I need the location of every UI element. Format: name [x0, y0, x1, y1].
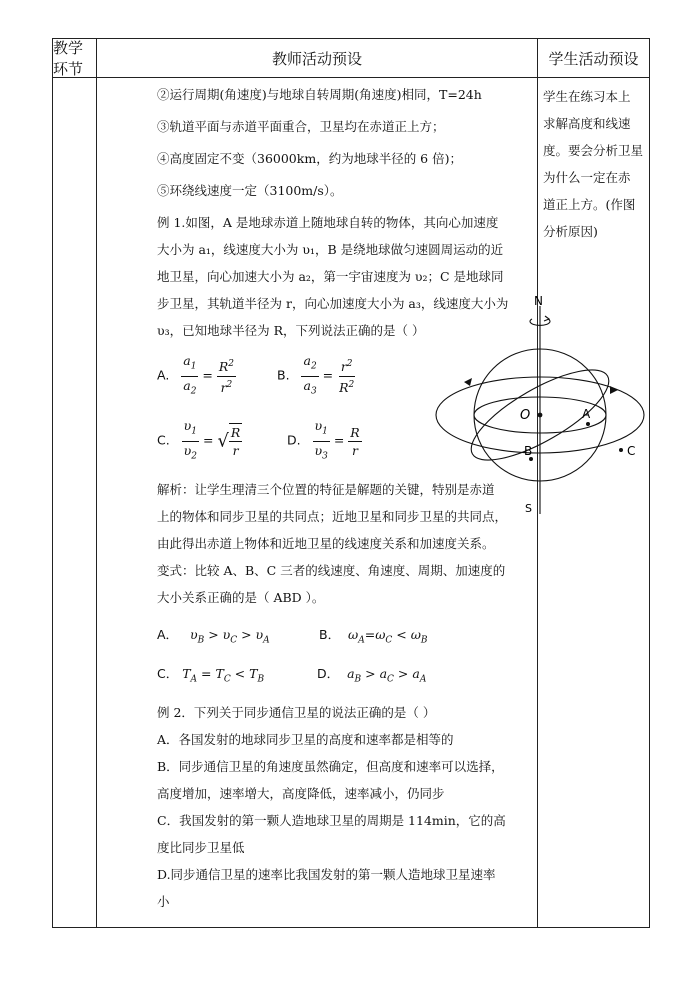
- label-c: C: [627, 444, 636, 458]
- label-a: A: [582, 407, 591, 421]
- example1-line: 大小为 a₁，线速度大小为 υ₁，B 是绕地球做匀速圆周运动的近: [157, 242, 504, 257]
- variant-option-d: D． $a_B > a_C > a_A$: [317, 666, 427, 685]
- example2-line: A．各国发射的地球同步卫星的高度和速率都是相等的: [157, 732, 454, 747]
- example2-line: 小: [157, 894, 170, 909]
- column-divider: [96, 39, 97, 927]
- option-d-label: D.: [287, 432, 301, 448]
- student-line: 求解高度和线速: [543, 116, 631, 131]
- point-period: ②运行周期(角速度)与地球自转周期(角速度)相同，T=24h: [157, 87, 482, 102]
- option-d: D. $\frac{\upsilon_1}{\upsilon_3}$ = $\frac{R}{r}$: [287, 418, 360, 461]
- point-a-dot: [586, 422, 590, 426]
- example2-line: 度比同步卫星低: [157, 840, 245, 855]
- example2-line: 例 2．下列关于同步通信卫星的说法正确的是（ ）: [157, 705, 436, 720]
- student-line: 为什么一定在赤: [543, 170, 631, 185]
- header-teacher-activity: 教师活动预设: [271, 49, 362, 68]
- earth-center-dot: [538, 413, 543, 418]
- point-orbit-plane: ③轨道平面与赤道平面重合，卫星均在赤道正上方；: [157, 119, 445, 134]
- option-b-label: B.: [277, 367, 290, 383]
- label-b: B: [524, 444, 533, 458]
- point-height: ④高度固定不变（36000km，约为地球半径的 6 倍)；: [157, 151, 462, 166]
- option-c-label: C.: [157, 432, 170, 448]
- option-b: B. $\frac{a_2}{a_3}$ = $\frac{r^2}{R^2}$: [277, 353, 355, 396]
- variant-option-c: C． $T_A = T_C < T_B$: [157, 666, 265, 685]
- student-line: 分析原因): [543, 224, 598, 239]
- orbit-arrow-icon: [464, 378, 472, 386]
- analysis-line: 解析：让学生理清三个位置的特征是解题的关键，特别是赤道: [157, 482, 495, 497]
- example1-line: υ₃，已知地球半径为 R，下列说法正确的是（ ）: [157, 323, 425, 338]
- student-line: 道正上方。(作图: [543, 197, 636, 212]
- variant-option-a: A． $\upsilon_B > \upsilon_C > \upsilon_A$: [157, 627, 270, 646]
- header-student-activity: 学生活动预设: [548, 49, 639, 68]
- example2-line: D.同步通信卫星的速率比我国发射的第一颗人造地球卫星速率: [157, 867, 496, 882]
- variant-line: 大小关系正确的是（ ABD ）。: [157, 590, 325, 605]
- orbit-arrow-icon: [610, 386, 618, 394]
- option-a: A. $\frac{a_1}{a_2}$ = $\frac{R^2}{r^2}$: [157, 353, 234, 396]
- option-a-label: A.: [157, 367, 170, 383]
- label-o: O: [520, 408, 531, 423]
- example1-line: 步卫星，其轨道半径为 r，向心加速度大小为 a₃，线速度大小为: [157, 296, 509, 311]
- student-line: 学生在练习本上: [543, 89, 631, 104]
- header-teaching-step: 教学环节: [53, 39, 84, 78]
- variant-option-b: B． $\omega_A=\omega_C < \omega_B$: [319, 627, 428, 646]
- student-line: 度。要会分析卫星: [543, 143, 644, 158]
- analysis-line: 由此得出赤道上物体和近地卫星的线速度关系和加速度关系。: [157, 536, 495, 551]
- student-activity-cell: [537, 77, 649, 245]
- example2-line: 高度增加，速率增大，高度降低，速率减小，仍同步: [157, 786, 445, 801]
- example1-line: 例 1.如图，A 是地球赤道上随地球自转的物体，其向心加速度: [157, 215, 499, 230]
- analysis-line: 上的物体和同步卫星的共同点；近地卫星和同步卫星的共同点，: [157, 509, 508, 524]
- variant-line: 变式：比较 A、B、C 三者的线速度、角速度、周期、加速度的: [157, 563, 506, 578]
- label-s: S: [525, 502, 532, 515]
- point-c-dot: [619, 448, 623, 452]
- example2-line: C．我国发射的第一颗人造地球卫星的周期是 114min，它的高: [157, 813, 506, 828]
- example1-line: 地卫星，向心加速大小为 a₂，第一宇宙速度为 υ₂；C 是地球同: [157, 269, 504, 284]
- option-c: C. $\frac{\upsilon_1}{\upsilon_2}$ = √ $\frac{R}{r}$: [157, 418, 241, 461]
- point-speed: ⑤环绕线速度一定（3100m/s）。: [157, 183, 343, 198]
- example2-line: B．同步通信卫星的角速度虽然确定，但高度和速率可以选择，: [157, 759, 504, 774]
- label-n: N: [534, 294, 543, 308]
- orbit-figure: [428, 292, 648, 522]
